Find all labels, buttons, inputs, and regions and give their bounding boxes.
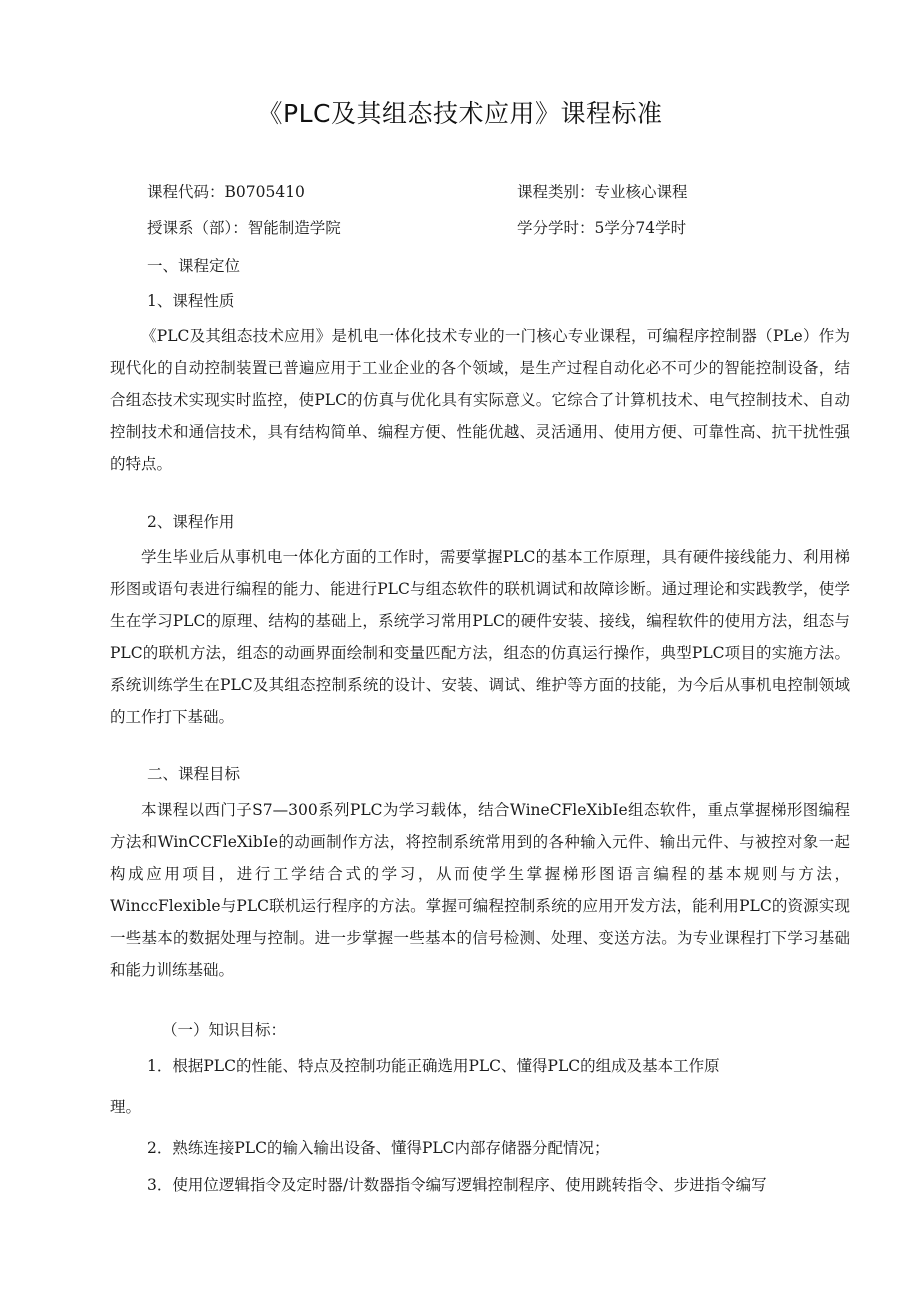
course-goal-paragraph: 本课程以西门子S7—300系列PLC为学习载体，结合WineCFleXibIe组态软件，重点掌握梯形图编程方法和WinCCFleXibIe的动画制作方法，将控制系统常用到的各种输入元件、输出元件、与被控对象一起构成应用项目，进行工学结合式的学习，从而使学生掌握梯形图语言编程的基本规则与方法，WinccFlexible与PLC联机运行程序的方法。掌握可编程控制系统的应用开发方法，能利用PLC的资源实现一些基本的数据处理与控制。进一步掌握一些基本的信号检测、处理、变送方法。为专业课程打下学习基础和能力训练基础。 bbox=[110, 801, 850, 979]
section-2-heading: 二、课程目标 bbox=[147, 765, 241, 783]
course-type: 课程类别：专业核心课程 bbox=[517, 183, 688, 201]
knowledge-goal-heading: （一）知识目标： bbox=[162, 1021, 287, 1039]
course-role-paragraph: 学生毕业后从事机电一体化方面的工作时，需要掌握PLC的基本工作原理，具有硬件接线能力、利用梯形图或语句表进行编程的能力、能进行PLC与组态软件的联机调试和故障诊断。通过理论和实践教学，使学生在学习PLC的原理、结构的基础上，系统学习常用PLC的硬件安装、接线，编程软件的使用方法，组态与PLC的联机方法，组态的动画界面绘制和变量匹配方法，组态的仿真运行操作，典型PLC项目的实施方法。系统训练学生在PLC及其组态控制系统的设计、安装、调试、维护等方面的技能，为今后从事机电控制领域的工作打下基础。 bbox=[110, 548, 850, 726]
course-nature-paragraph: 《PLC及其组态技术应用》是机电一体化技术专业的一门核心专业课程，可编程序控制器（PLe）作为现代化的自动控制装置已普遍应用于工业企业的各个领域，是生产过程自动化必不可少的智能控制设备，结合组态技术实现实时监控，使PLC的仿真与优化具有实际意义。它综合了计算机技术、电气控制技术、自动控制技术和通信技术，具有结构简单、编程方便、性能优越、灵活通用、使用方便、可靠性高、抗干扰性强的特点。 bbox=[110, 327, 850, 473]
list-item-2: 2．熟练连接PLC的输入输出设备、懂得PLC内部存储器分配情况； bbox=[147, 1139, 610, 1157]
list-item-3: 3．使用位逻辑指令及定时器/计数器指令编写逻辑控制程序、使用跳转指令、步进指令编写 bbox=[147, 1176, 767, 1194]
course-code: 课程代码：B0705410 bbox=[147, 183, 305, 201]
list-item-1: 1．根据PLC的性能、特点及控制功能正确选用PLC、懂得PLC的组成及基本工作原 bbox=[147, 1057, 720, 1075]
section-1-1-heading: 1、课程性质 bbox=[147, 292, 235, 310]
credits-hours: 学分学时：5学分74学时 bbox=[517, 219, 687, 237]
department: 授课系（部）：智能制造学院 bbox=[147, 219, 341, 237]
section-1-heading: 一、课程定位 bbox=[147, 257, 241, 275]
section-1-2-heading: 2、课程作用 bbox=[147, 513, 235, 531]
list-item-1-continued: 理。 bbox=[110, 1098, 142, 1116]
document-title: 《PLC及其组态技术应用》课程标准 bbox=[257, 99, 663, 128]
